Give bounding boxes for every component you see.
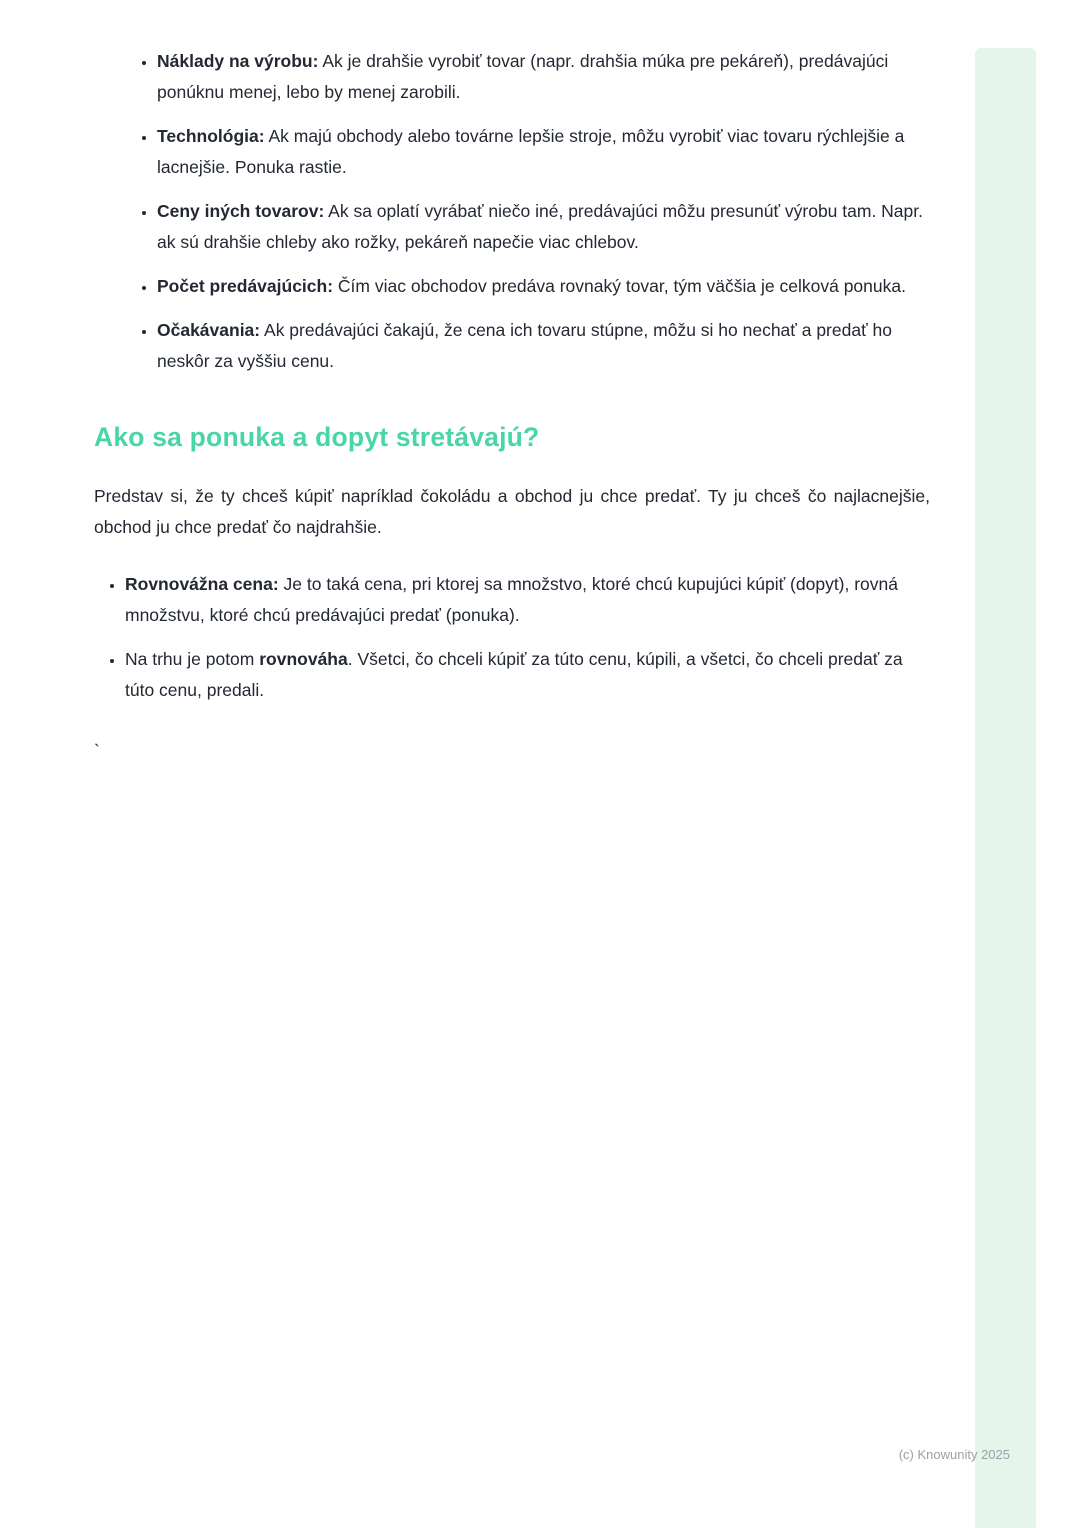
supply-factors-list	[94, 46, 930, 377]
list-item-text: Ak sa oplatí vyrábať niečo iné, predávajúci môžu presunúť výrobu tam. Napr. ak sú drahšie chleby ako rožky, pekáreň napečie viac chlebov.	[157, 201, 923, 252]
list-item-text: Ak majú obchody alebo továrne lepšie stroje, môžu vyrobiť viac tovaru rýchlejšie a lacnejšie. Ponuka rastie.	[157, 126, 905, 177]
list-item-lead: Technológia:	[157, 126, 265, 146]
list-item-lead: Počet predávajúcich:	[157, 276, 334, 296]
intro-paragraph: Predstav si, že ty chceš kúpiť napríklad čokoládu a obchod ju chce predať. Ty ju chceš čo najlacnejšie, obchod ju chce predať čo najdrahšie.	[94, 486, 930, 537]
list-item-lead: Očakávania:	[157, 320, 261, 340]
list-item	[125, 644, 930, 706]
list-item-bold-word: rovnováha	[259, 649, 348, 669]
list-item-text: Čím viac obchodov predáva rovnaký tovar, tým väčšia je celková ponuka.	[333, 276, 906, 296]
equilibrium-list	[94, 569, 930, 706]
list-item-lead: Náklady na výrobu:	[157, 51, 319, 71]
list-item-text: Je to taká cena, pri ktorej sa množstvo, ktoré chcú kupujúci kúpiť (dopyt), rovná množstvu, ktoré chcú predávajúci predať (ponuka).	[125, 574, 899, 625]
list-item	[157, 271, 930, 302]
list-item-lead: Ceny iných tovarov:	[157, 201, 325, 221]
section-heading: Ako sa ponuka a dopyt stretávajú?	[94, 422, 540, 452]
list-item-lead: Rovnovážna cena:	[125, 574, 279, 594]
list-item-text: Ak je drahšie vyrobiť tovar (napr. drahšia múka pre pekáreň), predávajúci ponúknu menej, lebo by menej zarobili.	[157, 51, 889, 102]
list-item	[157, 315, 930, 377]
copyright-footer: (c) Knowunity 2025	[898, 1447, 1010, 1462]
list-item-text: Na trhu je potom	[125, 649, 260, 669]
list-item-text: Ak predávajúci čakajú, že cena ich tovaru stúpne, môžu si ho nechať a predať ho neskôr za vyššiu cenu.	[157, 320, 892, 371]
list-item	[157, 121, 930, 183]
list-item	[125, 569, 930, 631]
list-item-text: . Všetci, čo chceli kúpiť za túto cenu, kúpili, a všetci, čo chceli predať za túto cenu, predali.	[125, 649, 903, 700]
list-item	[157, 46, 930, 108]
list-item	[157, 196, 930, 258]
stray-character: `	[94, 741, 100, 761]
